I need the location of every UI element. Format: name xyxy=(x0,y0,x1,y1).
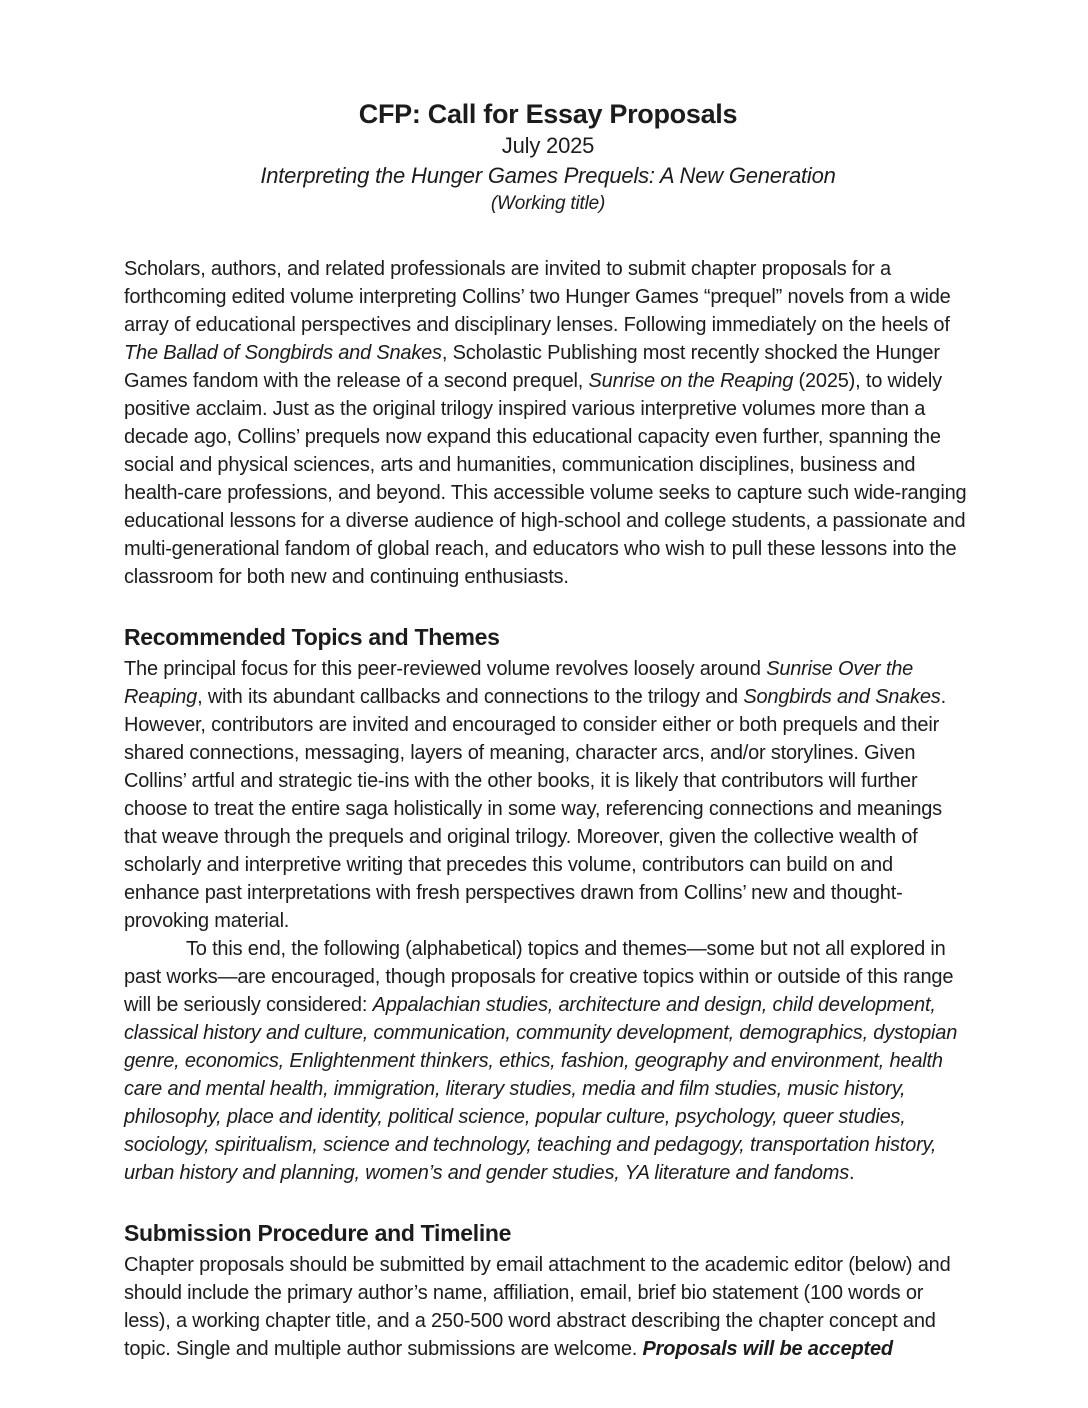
text-run: Sunrise Over the Reaping xyxy=(124,658,914,708)
text-run: . xyxy=(849,1162,855,1184)
text-run: Appalachian studies, architecture and design, child development, classical history and culture, communication, community development, demographics, dystopian genre, economics, Enlightenment thinkers, ethics, fashion, geography and environment, health care and mental health, immigration, literary studies, media and film studies, music history, philosophy, place and identity, political science, popular culture, psychology, queer studies, sociology, spiritualism, science and technology, teaching and pedagogy, transportation history, urban history and planning, women’s and gender studies, YA literature and fandoms xyxy=(124,994,958,1184)
document-subtitle: Interpreting the Hunger Games Prequels: A New Generation xyxy=(260,163,836,188)
section-heading-recommended-topics: Recommended Topics and Themes xyxy=(124,624,500,650)
document-title: CFP: Call for Essay Proposals xyxy=(358,99,738,129)
text-run: , with its abundant callbacks and connections to the trilogy and xyxy=(197,686,744,708)
text-run: , Scholastic Publishing most recently shocked the Hunger Games fandom with the release of a second prequel, xyxy=(124,342,940,392)
text-run: The principal focus for this peer-reviewed volume revolves loosely around xyxy=(124,658,767,680)
text-run: Proposals will be accepted xyxy=(642,1338,893,1360)
text-run: Scholars, authors, and related professionals are invited to submit chapter proposals for a forthcoming edited volume interpreting Collins’ two Hunger Games “prequel” novels from a wide array of educational perspectives and disciplinary lenses. Following immediately on the heels of xyxy=(124,258,951,336)
title-block xyxy=(124,97,972,217)
text-run: To this end, the following (alphabetical) topics and themes—some but not all explored in past works—are encouraged, though proposals for creative topics within or outside of this range will be seriously considered: xyxy=(124,938,954,1016)
section-heading-submission-procedure: Submission Procedure and Timeline xyxy=(124,1220,512,1246)
topics-paragraph-1 xyxy=(124,655,972,935)
text-run: The Ballad of Songbirds and Snakes xyxy=(124,342,442,364)
text-run: Sunrise on the Reaping xyxy=(588,370,794,392)
text-run: Songbirds and Snakes xyxy=(743,686,941,708)
working-title-note: (Working title) xyxy=(490,193,606,214)
document-date: July 2025 xyxy=(501,133,595,158)
text-run: Chapter proposals should be submitted by email attachment to the academic editor (below) and should include the primary author’s name, affiliation, email, brief bio statement (100 words or less), a working chapter title, and a 250-500 word abstract describing the chapter concept and topic. Single and multiple author submissions are welcome. xyxy=(124,1254,951,1360)
topics-paragraph-2 xyxy=(124,935,972,1187)
text-run: . However, contributors are invited and encouraged to consider either or both prequels and their shared connections, messaging, layers of meaning, character arcs, and/or storylines. Given Collins’ artful and strategic tie-ins with the other books, it is likely that contributors will further choose to treat the entire saga holistically in some way, referencing connections and meanings that weave through the prequels and original trilogy. Moreover, given the collective wealth of scholarly and interpretive writing that precedes this volume, contributors can build on and enhance past interpretations with fresh perspectives drawn from Collins’ new and thought-provoking material. xyxy=(124,686,946,932)
text-run: (2025), to widely positive acclaim. Just as the original trilogy inspired various interpretive volumes more than a decade ago, Collins’ prequels now expand this educational capacity even further, spanning the social and physical sciences, arts and humanities, communication disciplines, business and health-care professions, and beyond. This accessible volume seeks to capture such wide-ranging educational lessons for a diverse audience of high-school and college students, a passionate and multi-generational fandom of global reach, and educators who wish to pull these lessons into the classroom for both new and continuing enthusiasts. xyxy=(124,370,967,588)
submission-paragraph xyxy=(124,1251,972,1363)
intro-paragraph xyxy=(124,255,972,591)
